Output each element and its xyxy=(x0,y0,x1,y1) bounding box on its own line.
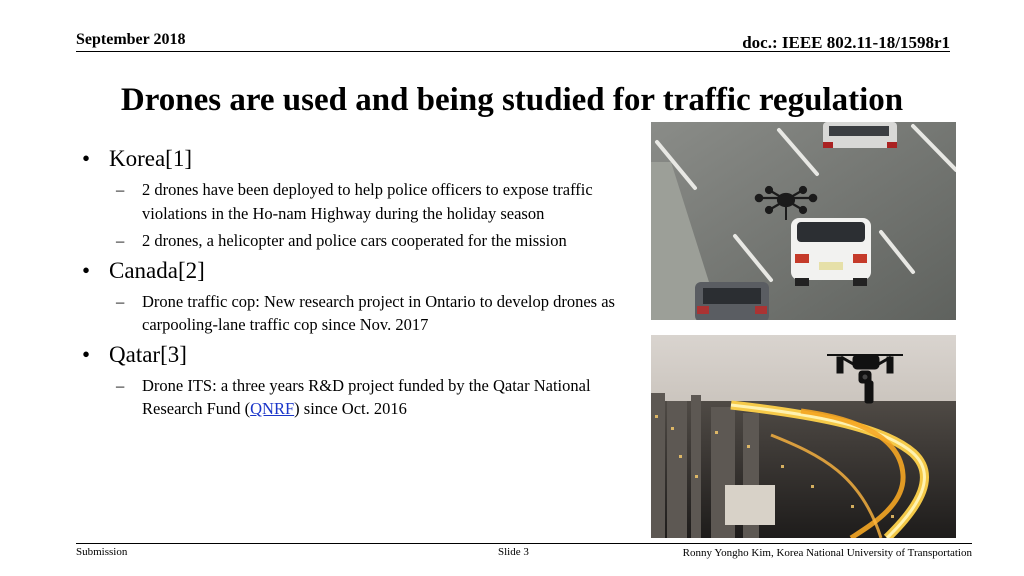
dash-icon: – xyxy=(116,291,125,311)
footer-author: Ronny Yongho Kim, Korea National University of Transportation xyxy=(682,547,972,559)
bullet-qatar xyxy=(82,341,652,369)
sub-bullet xyxy=(82,374,652,421)
slide-title: Drones are used and being studied for traffic regulation xyxy=(120,82,904,118)
bullet-label: Canada[2] xyxy=(109,257,205,283)
footer-slide-number: Slide 3 xyxy=(498,546,529,558)
bullet-dot: • xyxy=(82,341,91,367)
bullet-dot: • xyxy=(82,257,91,283)
sub-bullet-text: Drone traffic cop: New research project in Ontario to develop drones as carpooling-lane traffic cop since Nov. 2017 xyxy=(142,291,615,334)
bullet-label: Qatar[3] xyxy=(109,341,187,367)
footer-divider xyxy=(76,543,972,544)
sub-bullet-text: 2 drones, a helicopter and police cars cooperated for the mission xyxy=(142,231,567,250)
drone-highway-photo xyxy=(651,122,956,320)
sub-bullet xyxy=(82,178,652,225)
bullet-canada xyxy=(82,257,652,285)
sub-bullet-text: Drone ITS: a three years R&D project funded by the Qatar National Research Fund (QNRF) since Oct. 2016 xyxy=(142,375,591,418)
sub-bullet-text: 2 drones have been deployed to help police officers to expose traffic violations in the Ho-nam Highway during the holiday season xyxy=(142,180,593,223)
footer-submission: Submission xyxy=(76,546,128,558)
header-date: September 2018 xyxy=(76,31,186,48)
dash-icon: – xyxy=(116,180,125,199)
sub-bullet xyxy=(82,229,652,253)
sub-bullet xyxy=(82,290,652,337)
drone-city-photo xyxy=(651,335,956,538)
bullet-dot: • xyxy=(82,146,91,171)
bullet-korea xyxy=(82,145,652,173)
dash-icon: – xyxy=(116,231,125,250)
slide-body xyxy=(82,145,652,425)
header-divider xyxy=(76,51,950,52)
qnrf-link[interactable]: QNRF xyxy=(250,399,295,418)
header-doc-id: doc.: IEEE 802.11-18/1598r1 xyxy=(742,33,950,52)
bullet-label: Korea[1] xyxy=(109,146,193,171)
dash-icon: – xyxy=(116,375,125,395)
